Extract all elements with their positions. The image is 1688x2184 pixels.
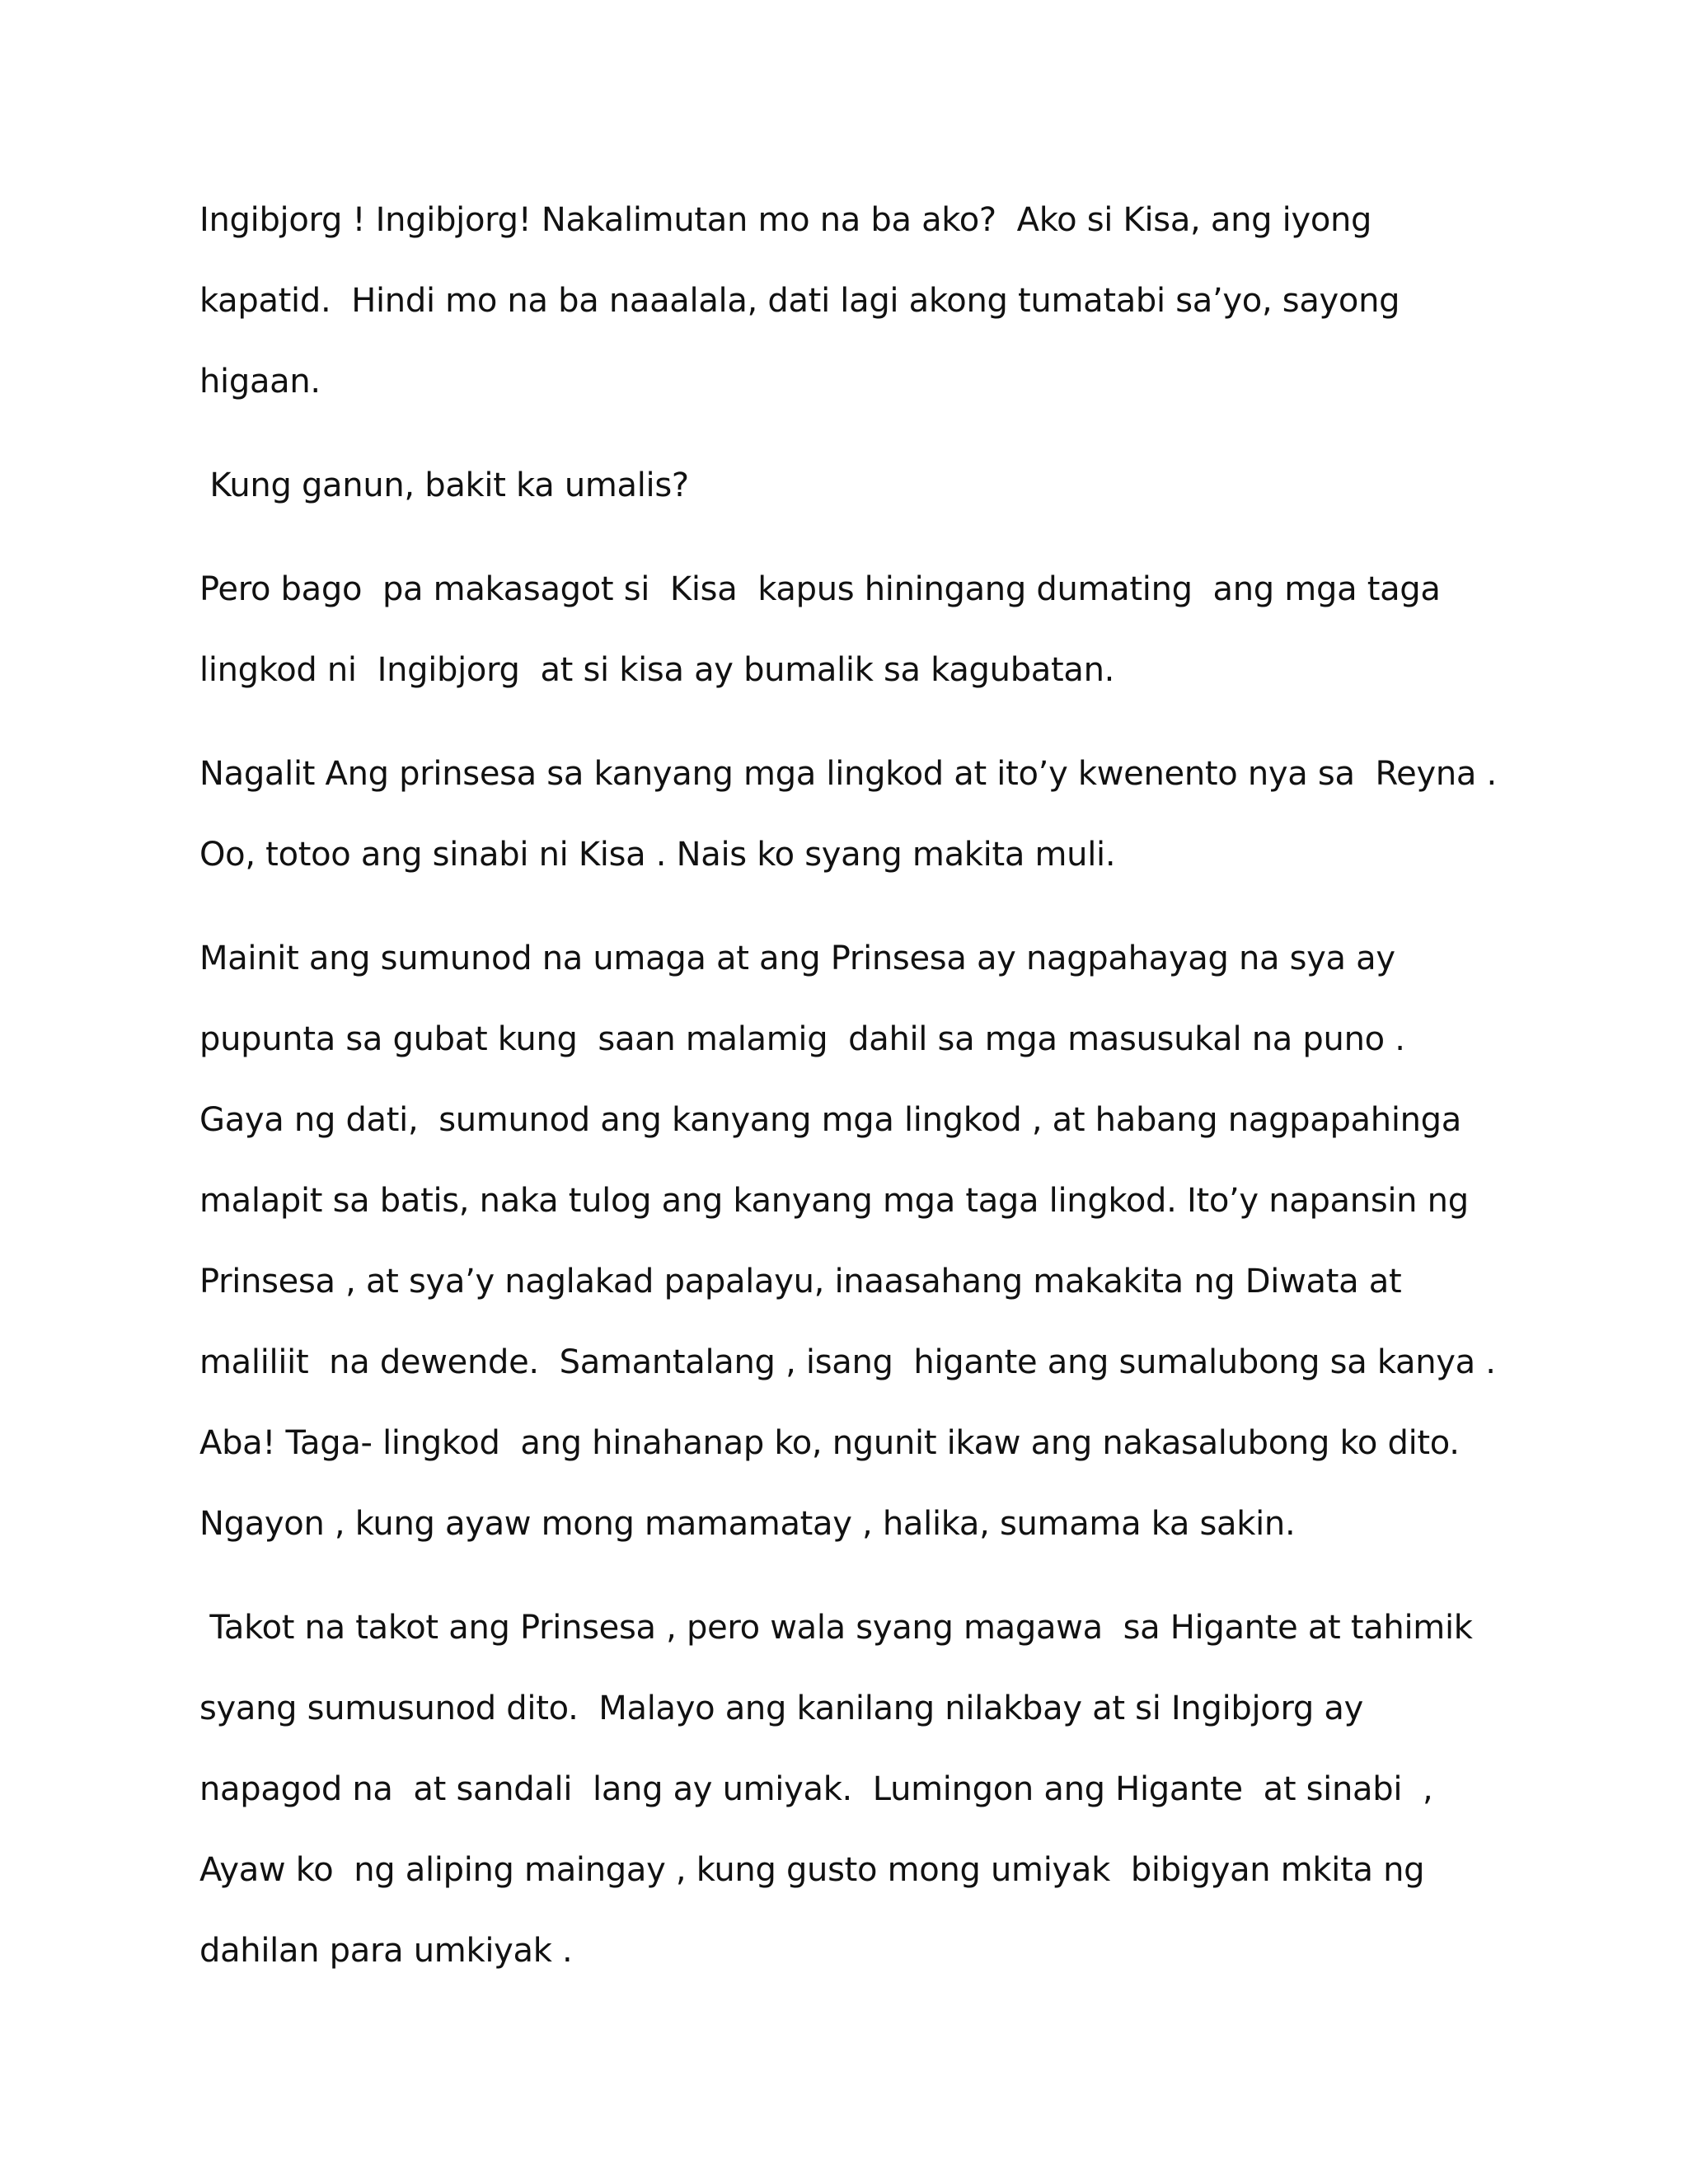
text-line: dahilan para umkiyak . (199, 1932, 573, 1970)
paragraph-2 (199, 457, 1535, 537)
text-line: syang sumusunod dito. Malayo ang kanilang nilakbay at si Ingibjorg ay (199, 1690, 1363, 1727)
text-line: Takot na takot ang Prinsesa , pero wala syang magawa sa Higante at tahimik (199, 1609, 1473, 1647)
text-line: Kung ganun, bakit ka umalis? (199, 466, 689, 504)
text-line: Gaya ng dati, sumunod ang kanyang mga lingkod , at habang nagpapahinga (199, 1101, 1461, 1139)
text-line: malapit sa batis, naka tulog ang kanyang mga taga lingkod. Ito’y napansin ng (199, 1182, 1469, 1220)
paragraph-6 (199, 1599, 1535, 2003)
text-line: kapatid. Hindi mo na ba naaalala, dati lagi akong tumatabi sa’yo, sayong (199, 282, 1400, 320)
text-line: higaan. (199, 363, 321, 401)
paragraph-3 (199, 560, 1535, 722)
text-line: napagod na at sandali lang ay umiyak. Lumingon ang Higante at sinabi , (199, 1770, 1433, 1808)
text-line: Oo, totoo ang sinabi ni Kisa . Nais ko syang makita muli. (199, 836, 1116, 874)
paragraph-5 (199, 930, 1535, 1576)
text-line: Aba! Taga- lingkod ang hinahanap ko, ngunit ikaw ang nakasalubong ko dito. (199, 1424, 1460, 1462)
document-body (199, 191, 1535, 2026)
paragraph-1 (199, 191, 1535, 434)
text-line: Ayaw ko ng aliping maingay , kung gusto mong umiyak bibigyan mkita ng (199, 1851, 1425, 1889)
text-line: Pero bago pa makasagot si Kisa kapus hiningang dumating ang mga taga (199, 570, 1441, 608)
text-line: Ngayon , kung ayaw mong mamamatay , halika, sumama ka sakin. (199, 1505, 1296, 1543)
text-line: Prinsesa , at sya’y naglakad papalayu, inaasahang makakita ng Diwata at (199, 1263, 1402, 1301)
text-line: maliliit na dewende. Samantalang , isang higante ang sumalubong sa kanya . (199, 1343, 1496, 1381)
paragraph-4 (199, 745, 1535, 907)
text-line: Mainit ang sumunod na umaga at ang Prinsesa ay nagpahayag na sya ay (199, 940, 1395, 977)
text-line: Nagalit Ang prinsesa sa kanyang mga lingkod at ito’y kwenento nya sa Reyna . (199, 755, 1497, 793)
text-line: pupunta sa gubat kung saan malamig dahil sa mga masusukal na puno . (199, 1020, 1405, 1058)
text-line: lingkod ni Ingibjorg at si kisa ay bumalik sa kagubatan. (199, 651, 1115, 689)
text-line: Ingibjorg ! Ingibjorg! Nakalimutan mo na ba ako? Ako si Kisa, ang iyong (199, 201, 1372, 239)
